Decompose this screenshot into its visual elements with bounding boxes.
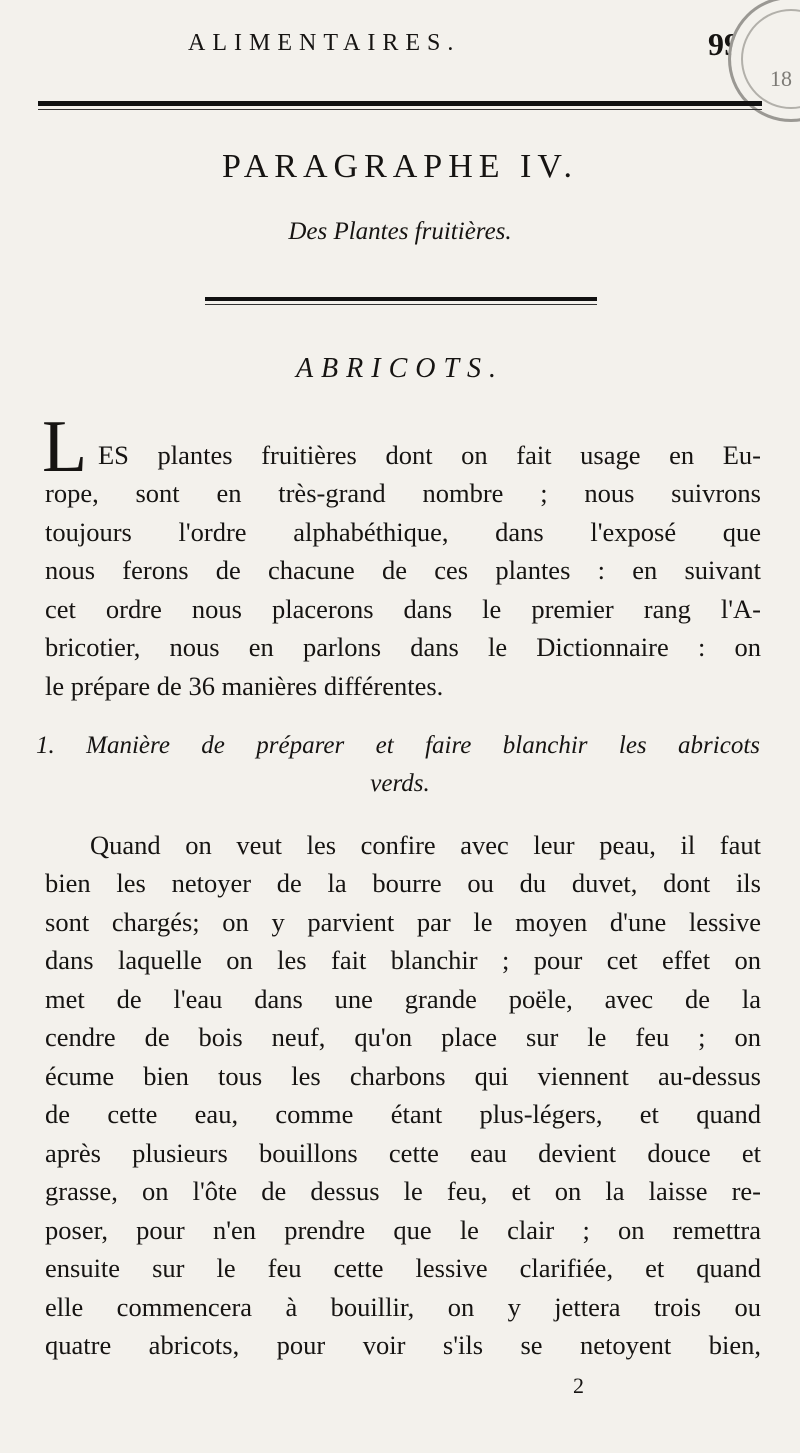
text-line: le prépare de 36 manières différentes.	[45, 670, 444, 701]
text-line: cendre de bois neuf, qu'on place sur le feu ; on	[45, 1022, 761, 1052]
text-line: grasse, on l'ôte de dessus le feu, et on la laisse re-	[45, 1176, 761, 1206]
text-line: bien les netoyer de la bourre ou du duvet, dont ils	[45, 868, 761, 898]
intro-paragraph	[45, 474, 761, 705]
section-rule	[205, 297, 597, 301]
header-rule	[38, 101, 762, 106]
text-line: toujours l'ordre alphabéthique, dans l'exposé que	[45, 516, 761, 547]
text-line: écume bien tous les charbons qui viennent au-dessus	[45, 1060, 761, 1091]
section-rule-thin	[205, 304, 597, 305]
stamp-text: 18	[770, 66, 792, 91]
article-heading-cont: verds.	[370, 770, 430, 797]
text-line: dans laquelle on les fait blanchir ; pour cet effet on	[45, 945, 761, 975]
header-rule-thin	[38, 109, 762, 110]
page-header	[0, 26, 800, 91]
section-subtitle: Des Plantes fruitières.	[288, 218, 512, 245]
text-line: sont chargés; on y parvient par le moyen d'une lessive	[45, 906, 761, 937]
article-heading: 1. Manière de préparer et faire blanchir les abricots	[36, 732, 760, 759]
text-line: elle commencera à bouillir, on y jettera trois ou	[45, 1291, 761, 1322]
intro-first-line: ES plantes fruitières dont on fait usage en Eu-	[98, 440, 761, 470]
section-heading: ABRICOTS.	[295, 353, 505, 384]
article-first-line: Quand on veut les confire avec leur peau, il faut	[90, 830, 761, 860]
text-line: cet ordre nous placerons dans le premier rang l'A-	[45, 593, 761, 624]
text-line: ensuite sur le feu cette lessive clarifiée, et quand	[45, 1253, 761, 1283]
text-line: de cette eau, comme étant plus-légers, et quand	[45, 1099, 761, 1129]
drop-cap: L	[42, 406, 88, 488]
text-line: nous ferons de chacune de ces plantes : en suivant	[45, 555, 761, 585]
signature-mark: 2	[573, 1373, 584, 1398]
page-number: 99	[708, 26, 740, 62]
text-line: poser, pour n'en prendre que le clair ; on remettra	[45, 1214, 761, 1245]
text-line: quatre abricots, pour voir s'ils se netoyent bien,	[45, 1330, 761, 1360]
running-title: ALIMENTAIRES.	[188, 30, 461, 56]
text-line: met de l'eau dans une grande poële, avec de la	[45, 983, 761, 1014]
article-paragraph	[45, 864, 761, 1365]
text-line: après plusieurs bouillons cette eau devient douce et	[45, 1137, 761, 1168]
paragraph-title: PARAGRAPHE IV.	[221, 148, 579, 185]
text-line: bricotier, nous en parlons dans le Dictionnaire : on	[45, 632, 761, 662]
text-line: rope, sont en très-grand nombre ; nous suivrons	[45, 478, 761, 508]
